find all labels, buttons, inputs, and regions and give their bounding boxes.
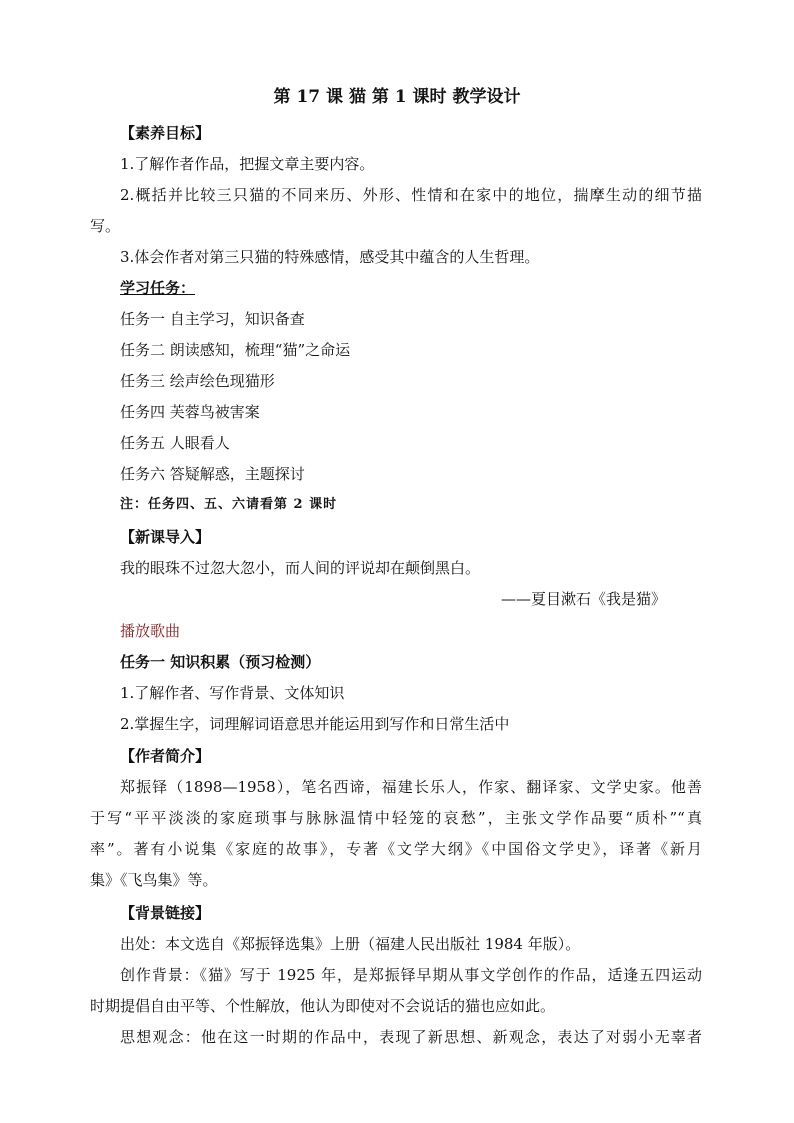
author-text-line: 于写“平平淡淡的家庭琐事与脉脉温情中轻笼的哀愁”，主张文学作品要“质朴”“真 (90, 809, 702, 827)
author-text-line: 率”。著有小说集《家庭的故事》，专著《文学大纲》《中国俗文学史》，译著《新月 (90, 840, 702, 858)
goal-item: 2.概括并比较三只猫的不同来历、外形、性情和在家中的地位，揣摩生动的细节描 (120, 186, 702, 204)
background-text-line: 时期提倡自由平等、个性解放，他认为即使对不会说话的猫也应如此。 (90, 997, 556, 1015)
author-heading: 【作者简介】 (120, 747, 211, 765)
task1-item: 1.了解作者、写作背景、文体知识 (120, 684, 345, 702)
goal-item: 1.了解作者作品，把握文章主要内容。 (120, 155, 375, 173)
task1-heading: 任务一 知识积累（预习检测） (120, 653, 321, 671)
author-text-line: 郑振铎（1898—1958），笔名西谛，福建长乐人，作家、翻译家、文学史家。他善 (120, 778, 702, 796)
task-item: 任务二 朗读感知，梳理“猫”之命运 (120, 341, 351, 359)
goals-heading: 【素养目标】 (120, 124, 211, 142)
task-item: 任务一 自主学习，知识备查 (120, 310, 305, 328)
intro-quote: 我的眼珠不过忽大忽小，而人间的评说却在颠倒黑白。 (120, 559, 481, 577)
task-item: 任务六 答疑解惑，主题探讨 (120, 465, 305, 483)
page-title: 第 17 课 猫 第 1 课时 教学设计 (273, 87, 521, 107)
goal-item: 写。 (90, 217, 121, 235)
task-item: 任务三 绘声绘色现猫形 (120, 372, 275, 390)
task-item: 任务四 芙蓉鸟被害案 (120, 403, 260, 421)
author-text-line: 集》《飞鸟集》等。 (90, 871, 218, 889)
background-text-line: 创作背景：《猫》写于 1925 年，是郑振铎早期从事文学创作的作品，适逢五四运动 (120, 966, 702, 984)
intro-quote-source: ——夏目漱石《我是猫》 (500, 590, 666, 608)
tasks-note: 注：任务四、五、六请看第 2 课时 (120, 497, 338, 512)
background-heading: 【背景链接】 (120, 904, 211, 922)
tasks-heading: 学习任务： (120, 279, 196, 297)
intro-heading: 【新课导入】 (120, 528, 211, 546)
play-song-note: 播放歌曲 (120, 622, 181, 640)
task1-item: 2.掌握生字，词理解词语意思并能运用到写作和日常生活中 (120, 715, 510, 733)
background-source: 出处：本文选自《郑振铎选集》上册（福建人民出版社 1984 年版）。 (120, 935, 581, 953)
task-item: 任务五 人眼看人 (120, 434, 230, 452)
background-text-line: 思想观念：他在这一时期的作品中，表现了新思想、新观念，表达了对弱小无辜者 (120, 1028, 702, 1046)
goal-item: 3.体会作者对第三只猫的特殊感情，感受其中蕴含的人生哲理。 (120, 248, 540, 266)
